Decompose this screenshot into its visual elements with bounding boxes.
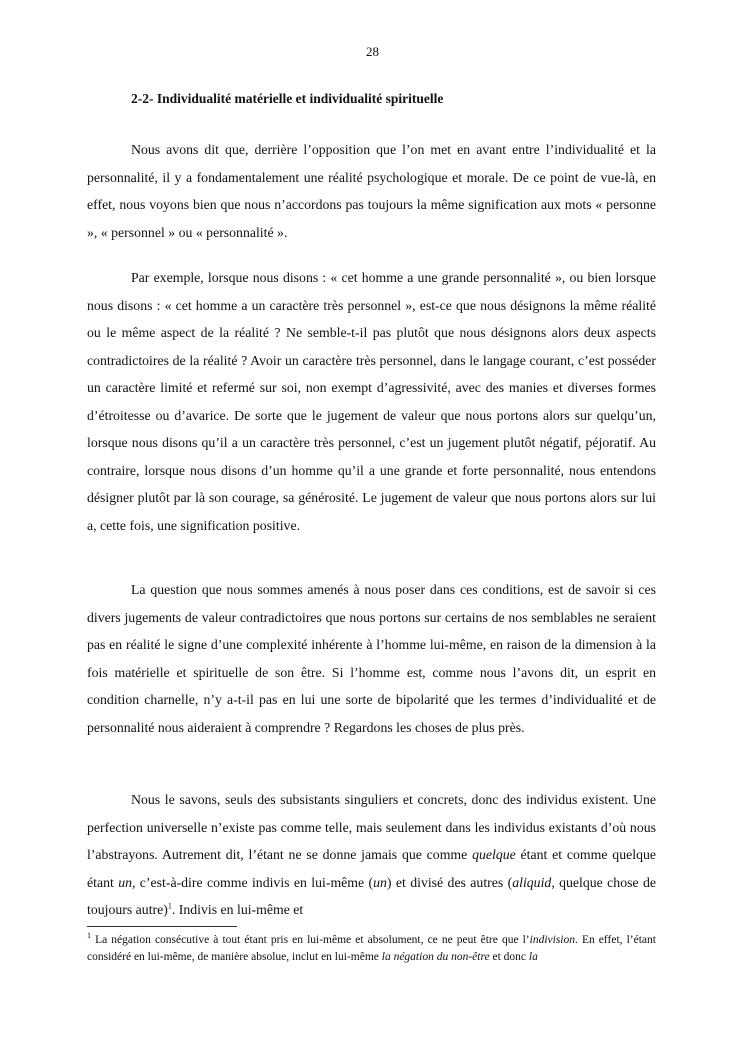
paragraph-3 <box>87 576 656 741</box>
footnote <box>87 932 656 966</box>
footnote-run: La négation consécutive à tout étant pris en lui-même et absolument, ce ne peut être que l’ <box>91 934 530 946</box>
paragraph-4-run: Nous le savons, seuls des subsistants singuliers et concrets, donc des individus existent. Une perfection universelle n’existe pas comme telle, mais seulement dans les individus existants d’où nous l’abstrayons. Autrement dit, l’étant ne se donne jamais que comme <box>87 792 656 862</box>
footnote-marker: 1 <box>87 931 91 941</box>
footnote-run: . En effet, l’étant considéré en lui-même, de manière absolue, inclut en lui-même <box>87 934 656 963</box>
paragraph-4-italic: aliquid <box>512 874 552 890</box>
footnote-italic: la négation du non-être <box>381 951 490 963</box>
paragraph-4-italic: un <box>373 874 387 890</box>
paragraph-1 <box>87 136 656 246</box>
paragraph-4-text <box>87 786 656 924</box>
paragraph-4-run: ) et divisé des autres ( <box>386 874 513 890</box>
paragraph-4-run: . Indivis en lui-même et <box>171 902 304 917</box>
paragraph-4-run: , quelque chose de toujours autre) <box>87 874 656 917</box>
section-heading: 2-2- Individualité matérielle et individualité spirituelle <box>131 91 444 106</box>
paragraph-3-text: La question que nous sommes amenés à nous poser dans ces conditions, est de savoir si ces divers jugements de valeur contradictoires que nous portons sur certains de nos semblables ne seraient pas en réalité le signe d’une complexité inhérente à l’homme lui-même, en raison de la dimension à la fois matérielle et spirituelle de son être. Si l’homme est, comme nous l’avons dit, un esprit en condition charnelle, n’y a-t-il pas en lui une sorte de bipolarité que les termes d’individualité et de personnalité nous aideraient à comprendre ? Regardons les choses de plus près. <box>87 582 656 735</box>
paragraph-4-run: , c’est-à-dire comme indivis en lui-même ( <box>131 874 374 890</box>
footnote-divider <box>87 926 237 927</box>
footnote-run: et donc <box>489 951 529 963</box>
paragraph-2-text: Par exemple, lorsque nous disons : « cet homme a une grande personnalité », ou bien lorsque nous disons : « cet homme a un caractère très personnel », est-ce que nous désignons la même réalité ou le même aspect de la réalité ? Ne semble-t-il pas plutôt que nous désignons alors deux aspects contradictoires de la réalité ? Avoir un caractère très personnel, dans le langage courant, c’est posséder un caractère limité et refermé sur soi, non exempt d’agressivité, avec des manies et diverses formes d’étroitesse ou d’avarice. De sorte que le jugement de valeur que nous portons alors sur quelqu’un, lorsque nous disons qu’il a un caractère très personnel, c’est un jugement plutôt négatif, péjoratif. Au contraire, lorsque nous disons d’un homme qu’il a une grande et forte personnalité, nous entendons désigner plutôt par là son courage, sa générosité. Le jugement de valeur que nous portons alors sur lui a, cette fois, une signification positive. <box>87 270 656 533</box>
paragraph-1-text: Nous avons dit que, derrière l’opposition que l’on met en avant entre l’individualité et la personnalité, il y a fondamentalement une réalité psychologique et morale. De ce point de vue-là, en effet, nous voyons bien que nous n’accordons pas toujours la même signification aux mots « personne », « personnel » ou « personnalité ». <box>87 142 656 240</box>
footnote-italic: indivision <box>529 934 576 946</box>
page-number: 28 <box>366 44 379 59</box>
paragraph-4-italic: un <box>118 874 132 890</box>
paragraph-2 <box>87 264 656 539</box>
footnote-italic: la <box>528 951 538 963</box>
footnote-reference[interactable]: 1 <box>167 901 172 911</box>
paragraph-4 <box>87 786 656 924</box>
paragraph-4-italic: quelque <box>472 847 516 862</box>
paragraph-4-run: étant et comme quelque étant <box>87 847 656 890</box>
